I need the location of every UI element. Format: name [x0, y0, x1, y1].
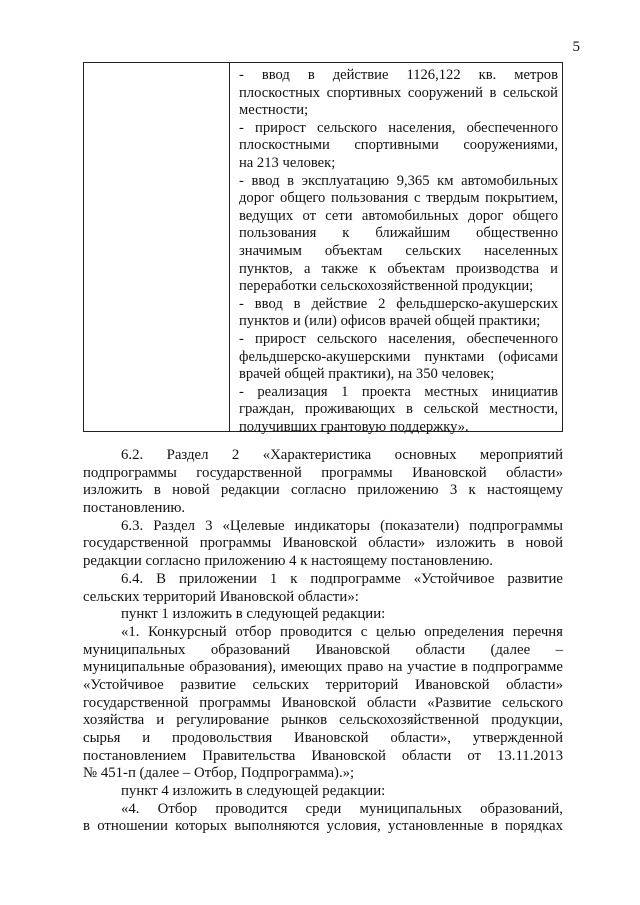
- table-left-cell: [84, 63, 230, 431]
- table-text-line: переработки сельскохозяйственной продукции;: [239, 278, 534, 295]
- table-text-line: врачей общей практики), на 350 человек;: [239, 366, 495, 383]
- table-text-line: плоскостными спортивными сооружениями,: [239, 137, 558, 154]
- table-text-line: местности;: [239, 102, 309, 119]
- table-text-line: получивших грантовую поддержку».: [239, 418, 469, 435]
- paragraph-line: пункт 1 изложить в следующей редакции:: [121, 606, 386, 623]
- table-right-cell: [230, 63, 562, 435]
- indicators-table: [83, 62, 563, 435]
- table-text-line: - реализация 1 проекта местных инициатив: [239, 383, 558, 400]
- paragraph-line: сырья и продовольствия Ивановской области», утвержденной: [83, 730, 563, 746]
- paragraph-line: в отношении которых выполняются условия, установленные в порядках: [83, 818, 563, 835]
- document-body: [83, 447, 563, 836]
- table-text-line: фельдшерско-акушерскими пунктами (офисами: [239, 348, 558, 365]
- table-text-line: значимым объектам сельских населенных: [239, 242, 558, 259]
- paragraph-line: «1. Конкурсный отбор проводится с целью определения перечня: [121, 623, 563, 640]
- paragraph-line: государственной программы Ивановской области «Развитие сельского: [83, 694, 563, 711]
- table-text-line: пунктов и (или) офисов врачей общей практики;: [239, 313, 541, 330]
- table-text-line: плоскостных спортивных сооружений в сельской: [239, 84, 558, 101]
- table-text-line: - прирост сельского населения, обеспеченного: [239, 119, 558, 136]
- table-text-line: ведущих от сети автомобильных дорог общего: [239, 207, 558, 224]
- paragraph-line: изложить в новой редакции согласно приложению 3 к настоящему: [83, 482, 563, 499]
- table-text-line: - ввод в эксплуатацию 9,365 км автомобильных: [239, 172, 558, 189]
- paragraph-line: 6.4. В приложении 1 к подпрограмме «Устойчивое развитие: [121, 570, 563, 587]
- paragraph-line: 6.2. Раздел 2 «Характеристика основных мероприятий: [121, 447, 563, 463]
- table-text-line: пользования к ближайшим общественно: [239, 225, 558, 242]
- paragraph-line: хозяйства и регулирование рынков сельскохозяйственной продукции,: [83, 712, 563, 729]
- paragraph-line: «Устойчивое развитие сельских территорий Ивановской области»: [83, 676, 563, 693]
- paragraph-line: муниципальные образования), имеющих право на участие в подпрограмме: [83, 659, 563, 676]
- paragraph-line: постановлению.: [83, 500, 186, 517]
- paragraph-line: постановлением Правительства Ивановской области от 13.11.2013: [83, 747, 563, 764]
- paragraph-line: государственной программы Ивановской области» изложить в новой: [83, 535, 563, 552]
- paragraph-line: № 451-п (далее – Отбор, Подпрограмма).»;: [83, 765, 355, 782]
- page-number: 5: [572, 39, 580, 55]
- paragraph-line: 6.3. Раздел 3 «Целевые индикаторы (показатели) подпрограммы: [121, 517, 563, 534]
- paragraph-line: подпрограммы государственной программы Ивановской области»: [83, 464, 563, 481]
- table-text-line: - ввод в действие 2 фельдшерско-акушерских: [239, 295, 558, 312]
- paragraph-line: муниципальных образований Ивановской области (далее –: [83, 641, 563, 658]
- table-text-line: - прирост сельского населения, обеспеченного: [239, 330, 558, 347]
- paragraph-line: «4. Отбор проводится среди муниципальных образований,: [121, 800, 563, 817]
- table-text-line: пунктов, а также к объектам производства и: [239, 260, 558, 277]
- paragraph-line: сельских территорий Ивановской области»:: [83, 588, 359, 605]
- table-text-line: - ввод в действие 1126,122 кв. метров: [239, 67, 558, 83]
- table-text-line: граждан, проживающих в сельской местности,: [239, 401, 558, 418]
- paragraph-line: редакции согласно приложению 4 к настоящему постановлению.: [83, 553, 493, 570]
- table-text-line: на 213 человек;: [239, 154, 336, 171]
- paragraph-line: пункт 4 изложить в следующей редакции:: [121, 783, 386, 800]
- table-text-line: дорог общего пользования с твердым покрытием,: [239, 190, 558, 207]
